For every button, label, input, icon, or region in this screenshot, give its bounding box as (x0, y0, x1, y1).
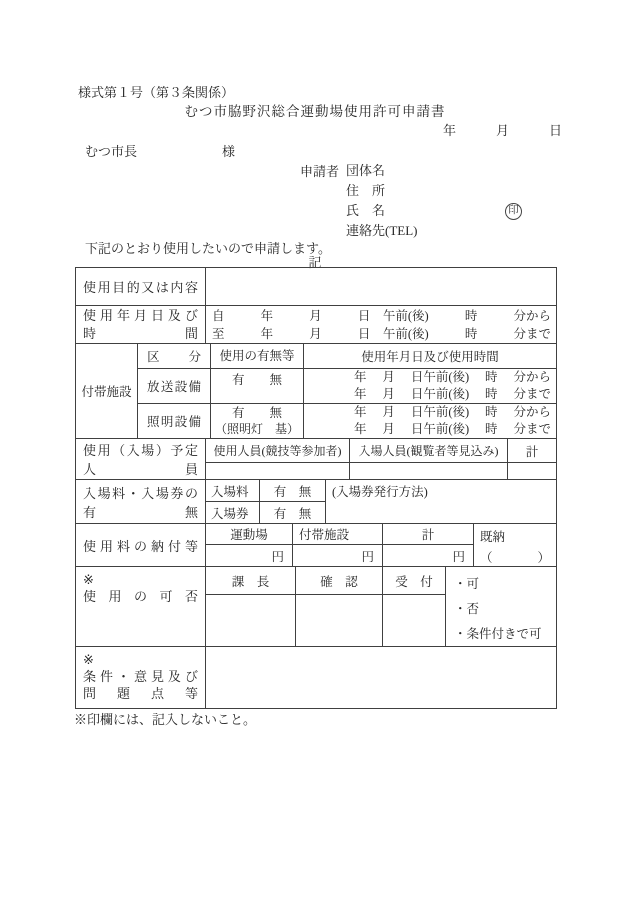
lighting-from-line (304, 404, 556, 421)
participants-entry-cell (206, 463, 350, 479)
ground-header: 運動場 (206, 524, 293, 544)
facilities-grid (138, 344, 556, 438)
day-ampm-label: 日午前(後) (410, 422, 470, 436)
lighting-datetime-cell (304, 404, 556, 438)
hour-label: 時 (485, 386, 498, 401)
row-usage-datetime (76, 305, 556, 343)
attendance-label-line1: 使用（入場）予定 (83, 443, 198, 458)
applicant-block (300, 161, 522, 241)
ticket-options: 有 無 (273, 506, 312, 521)
row-attendance (76, 438, 556, 479)
spectators-entry-cell (350, 463, 508, 479)
page-title: むつ市脇野沢総合運動場使用許可申請書 (184, 104, 446, 119)
confirmation-stamp-cell (296, 595, 383, 646)
total-yen-cell: 円 (452, 549, 465, 564)
approval-header-row (206, 567, 445, 595)
year-label: 年 (354, 386, 367, 401)
option-conditional: ・条件付きで可 (454, 627, 542, 641)
day-ampm-label: 日午前(後) (410, 386, 470, 401)
lighting-label-cell (138, 404, 211, 438)
year-label: 年 (260, 308, 274, 323)
day-ampm-label: 日午前(後) (410, 405, 470, 419)
broadcast-to-line (304, 386, 556, 403)
broadcast-label: 放送設備 (147, 379, 201, 394)
lighting-label: 照明設備 (147, 415, 201, 429)
attendance-header-row (206, 439, 556, 463)
prepaid-label: 既納 (480, 530, 506, 544)
admission-fee-label: 入場料 (206, 480, 260, 501)
name-row (346, 201, 522, 221)
conditions-entry-cell (206, 647, 556, 708)
ticket-label: 入場券 (206, 502, 260, 523)
approval-label-cell (76, 567, 206, 646)
payment-value-row (206, 545, 473, 566)
office-use-mark: ※ (83, 572, 94, 587)
attendance-label-line2: 人員 (83, 462, 198, 477)
admission-label-cell (76, 480, 206, 523)
minute-from-label: 分から (513, 308, 551, 323)
broadcast-datetime-cell (304, 369, 556, 403)
option-deny: ・否 (454, 602, 480, 616)
lighting-usage-cell (211, 404, 304, 438)
application-table (75, 267, 557, 709)
purpose-label: 使用目的又は内容 (83, 280, 198, 295)
facilities-yen-cell: 円 (293, 545, 383, 566)
from-marker: 自 (212, 308, 225, 323)
broadcast-label-cell (138, 369, 211, 403)
year-label: 年 (354, 422, 367, 436)
request-text: 下記のとおり使用したいので申請します。 (85, 241, 331, 256)
facilities-label: 付帯施設 (76, 344, 138, 438)
facilities-fee-header: 付帯施設 (293, 524, 383, 544)
year-label: 年 (442, 123, 456, 138)
section-chief-header: 課 長 (206, 567, 296, 594)
name-label: 氏 名 (346, 203, 386, 218)
seal-mark-icon: 印 (505, 203, 522, 220)
total-header: 計 (525, 444, 539, 459)
org-name-label: 団体名 (346, 163, 386, 178)
row-conditions (76, 646, 556, 708)
usage-from-line (206, 307, 556, 325)
row-payment (76, 523, 556, 566)
purpose-entry-cell (206, 268, 556, 305)
footnote: ※印欄には、記入しないこと。 (74, 712, 257, 727)
honorific: 様 (221, 144, 235, 159)
prepaid-paren-line (480, 548, 550, 566)
payment-label: 使用料の納付等 (83, 538, 198, 554)
addressee: むつ市長 (85, 144, 138, 159)
total-fee-header: 計 (421, 528, 435, 542)
approval-stamp-grid (206, 567, 446, 646)
ticket-row (206, 501, 325, 523)
usage-datetime-label-line2: 時間 (83, 325, 198, 341)
usage-datetime-label-cell (76, 306, 206, 343)
address-label: 住 所 (346, 183, 386, 198)
payment-label-cell (76, 524, 206, 566)
month-label: 月 (382, 422, 395, 436)
approval-stamp-row (206, 595, 445, 646)
row-admission (76, 479, 556, 523)
year-label: 年 (354, 369, 367, 384)
admission-fee-options: 有 無 (273, 484, 312, 499)
lighting-usage-options: 有 無 (231, 406, 282, 420)
broadcast-row (138, 368, 556, 403)
row-facilities (76, 343, 556, 438)
hour-label: 時 (464, 326, 478, 341)
row-approval (76, 566, 556, 646)
applicant-fields (346, 161, 522, 241)
month-label: 月 (382, 405, 395, 419)
month-label: 月 (495, 123, 509, 138)
month-label: 月 (309, 308, 322, 323)
minute-to-label: 分まで (513, 422, 551, 436)
year-label: 年 (354, 405, 367, 419)
lighting-count-note: （照明灯 基） (214, 422, 299, 436)
attendance-grid (206, 439, 556, 479)
attendance-value-row (206, 463, 556, 479)
usage-datetime-label-line1: 使用年月日及び (83, 307, 198, 323)
hour-label: 時 (485, 369, 498, 384)
total-entry-cell (508, 463, 556, 479)
contact-tel-label: 連絡先(TEL) (346, 223, 418, 238)
confirmation-header: 確 認 (296, 567, 383, 594)
office-use-mark: ※ (83, 652, 94, 667)
addressee-line (85, 141, 235, 160)
usage-to-line (206, 325, 556, 343)
month-label: 月 (382, 386, 395, 401)
day-ampm-label: 日 午前(後) (357, 326, 429, 341)
admission-label-line2: 有無 (83, 504, 198, 520)
ground-yen-cell: 円 (206, 545, 293, 566)
day-ampm-label: 日午前(後) (410, 369, 470, 384)
broadcast-from-line (304, 369, 556, 386)
usage-datetime-header: 使用年月日及び使用時間 (361, 349, 499, 364)
to-marker: 至 (212, 326, 225, 341)
conditions-label-cell (76, 647, 206, 708)
paren-open: （ (480, 551, 493, 565)
minute-to-label: 分まで (513, 386, 551, 401)
approval-label: 使用の可否 (83, 589, 198, 604)
lighting-row (138, 403, 556, 438)
category-header: 区分 (147, 349, 201, 364)
payment-header-row (206, 524, 473, 545)
minute-to-label: 分まで (513, 326, 551, 341)
day-ampm-label: 日 午前(後) (357, 308, 429, 323)
form-number: 様式第１号（第３条関係） (78, 85, 235, 100)
paren-close: ） (537, 551, 550, 565)
date-line (0, 120, 630, 139)
ticket-method-cell: (入場券発行方法) (325, 480, 556, 523)
reception-header: 受 付 (395, 574, 433, 589)
broadcast-usage-options: 有 無 (211, 369, 304, 403)
hour-label: 時 (485, 405, 498, 419)
option-approve: ・可 (454, 577, 480, 591)
usage-datetime-entry-cell (206, 306, 556, 343)
attendance-label-cell (76, 439, 206, 479)
day-label: 日 (548, 123, 562, 138)
participants-header: 使用人員(競技等参加者) (206, 439, 350, 462)
admission-label-line1: 入場料・入場券の (83, 485, 198, 501)
category-header-cell (138, 344, 211, 368)
purpose-label-cell (76, 268, 206, 305)
applicant-label: 申請者 (300, 164, 340, 179)
record-mark: 記 (308, 255, 322, 270)
reception-stamp-cell (383, 595, 445, 646)
year-label: 年 (260, 326, 274, 341)
minute-from-label: 分から (513, 369, 551, 384)
facilities-header-row (138, 344, 556, 368)
lighting-to-line (304, 421, 556, 438)
approval-options-cell (446, 567, 556, 646)
month-label: 月 (309, 326, 322, 341)
row-purpose (76, 268, 556, 305)
hour-label: 時 (464, 308, 478, 323)
spectators-header: 入場人員(観覧者等見込み) (350, 439, 508, 462)
payment-columns (206, 524, 473, 566)
admission-grid (206, 480, 556, 523)
conditions-label-line1: 条件・意見及び (83, 669, 198, 684)
admission-options-column (206, 480, 325, 523)
hour-label: 時 (485, 422, 498, 436)
prepaid-cell (473, 524, 556, 566)
admission-fee-row (206, 480, 325, 501)
section-chief-stamp-cell (206, 595, 296, 646)
payment-grid (206, 524, 556, 566)
minute-from-label: 分から (513, 405, 551, 419)
usage-header: 使用の有無等 (211, 344, 304, 368)
conditions-label-line2: 問題点等 (83, 686, 198, 701)
month-label: 月 (382, 369, 395, 384)
